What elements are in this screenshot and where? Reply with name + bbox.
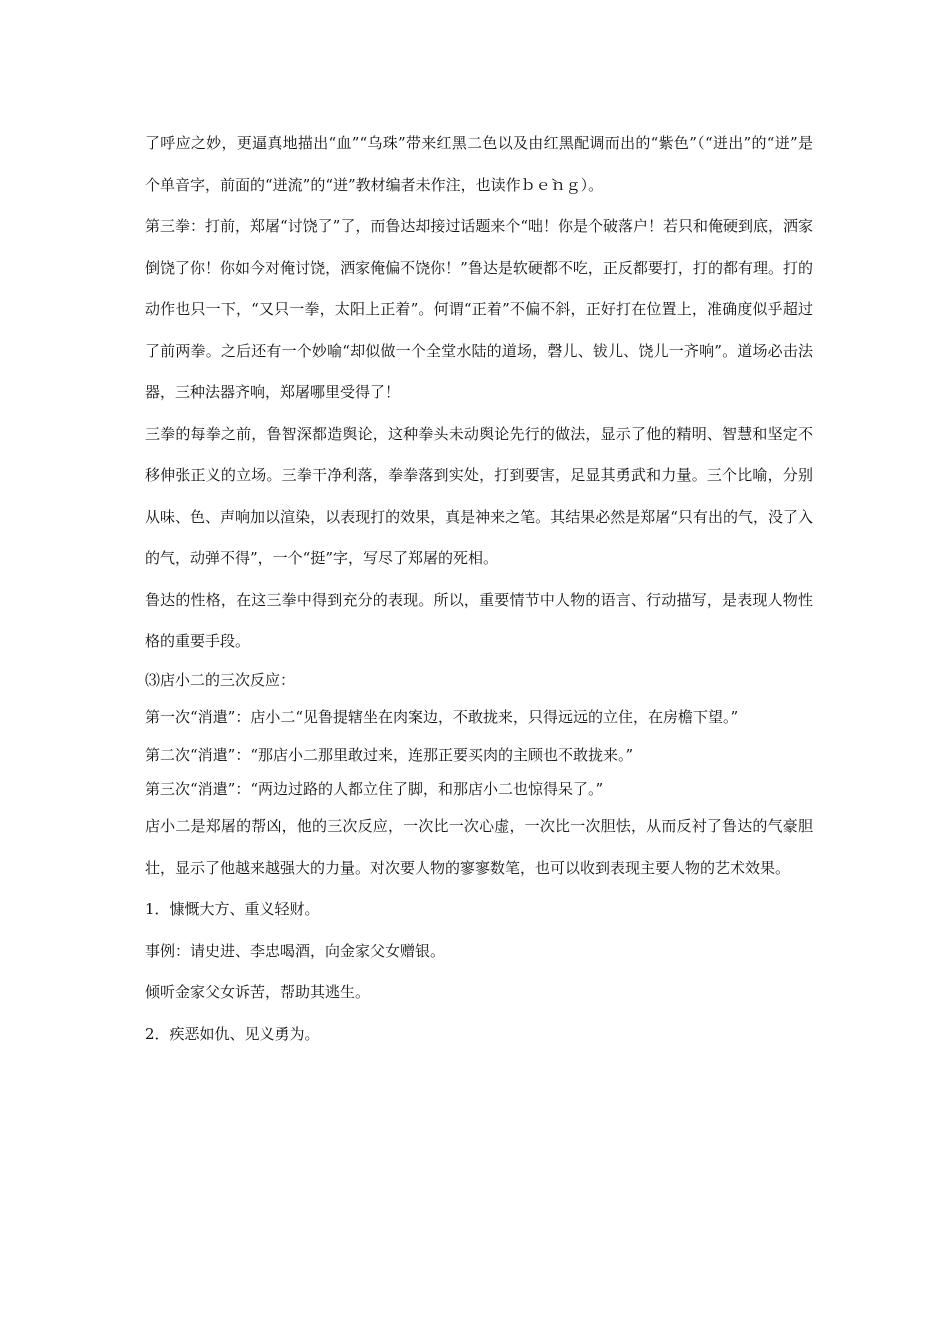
list-item-justice: 2．疾恶如仇、见义勇为。 [145, 1024, 320, 1043]
document-body [145, 123, 813, 1055]
paragraph-waiter-analysis: 店小二是郑屠的帮凶，他的三次反应，一次比一次心虚，一次比一次胆怯，从而反衬了鲁达的气豪胆壮，显示了他越来越强大的力量。对次要人物的寥寥数笔，也可以收到表现主要人物的艺术效果。 [145, 817, 813, 877]
paragraph-second-reaction: 第二次“消遣”：“那店小二那里敢过来，连那正要买肉的主顾也不敢拢来。” [145, 746, 634, 764]
paragraph-lu-da-character: 鲁达的性格，在这三拳中得到充分的表现。所以，重要情节中人物的语言、行动描写，是表现人物性格的重要手段。 [145, 590, 813, 650]
list-item-generous: 1．慷慨大方、重义轻财。 [145, 900, 320, 918]
paragraph-third-punch: 第三拳：打前，郑屠“讨饶了”了，而鲁达却接过话题来个“咄！你是个破落户！若只和俺硬到底，洒家倒饶了你！你如今对俺讨饶，洒家俺偏不饶你！”鲁达是软硬都不吃，正反都要打，打的都有理。打的动作也只一下，“又只一拳，太阳上正着”。何谓“正着”不偏不斜，正好打在位置上，准确度似乎超过了前两拳。之后还有一个妙喻“却似做一个全堂水陆的道场，磬儿、钹儿、饶儿一齐响”。道场必击法器，三种法器齐响，郑屠哪里受得了！ [145, 217, 814, 401]
paragraph-example-escape: 倾听金家父女诉苦，帮助其逃生。 [145, 983, 371, 1001]
section-heading-waiter-reactions: ⑶店小二的三次反应： [145, 670, 296, 689]
paragraph-example-gift: 事例：请史进、李忠喝酒，向金家父女赠银。 [145, 941, 446, 960]
paragraph-color-description: 了呼应之妙，更逼真地描出“血”“乌珠”带来红黑二色以及由红黑配调而出的“紫色”（“迸出”的“迸”是个单音字，前面的“迸流”的“迸”教材编者未作注，也读作ｂｅ̀ｎｇ）。 [145, 134, 813, 194]
paragraph-third-reaction: 第三次“消遣”：“两边过路的人都立住了脚，和那店小二也惊得呆了。” [145, 780, 604, 798]
paragraph-first-reaction: 第一次“消遣”：店小二“见鲁提辖坐在肉案边，不敢拢来，只得远远的立住，在房檐下望。” [145, 707, 739, 726]
paragraph-three-punches-summary: 三拳的每拳之前，鲁智深都造舆论，这种拳头未动舆论先行的做法，显示了他的精明、智慧和坚定不移伸张正义的立场。三拳干净利落，拳拳落到实处，打到要害，足显其勇武和力量。三个比喻，分别从味、色、声响加以渲染，以表现打的效果，真是神来之笔。其结果必然是郑屠“只有出的气，没了入的气，动弹不得”，一个“挺”字，写尽了郑屠的死相。 [145, 424, 813, 567]
